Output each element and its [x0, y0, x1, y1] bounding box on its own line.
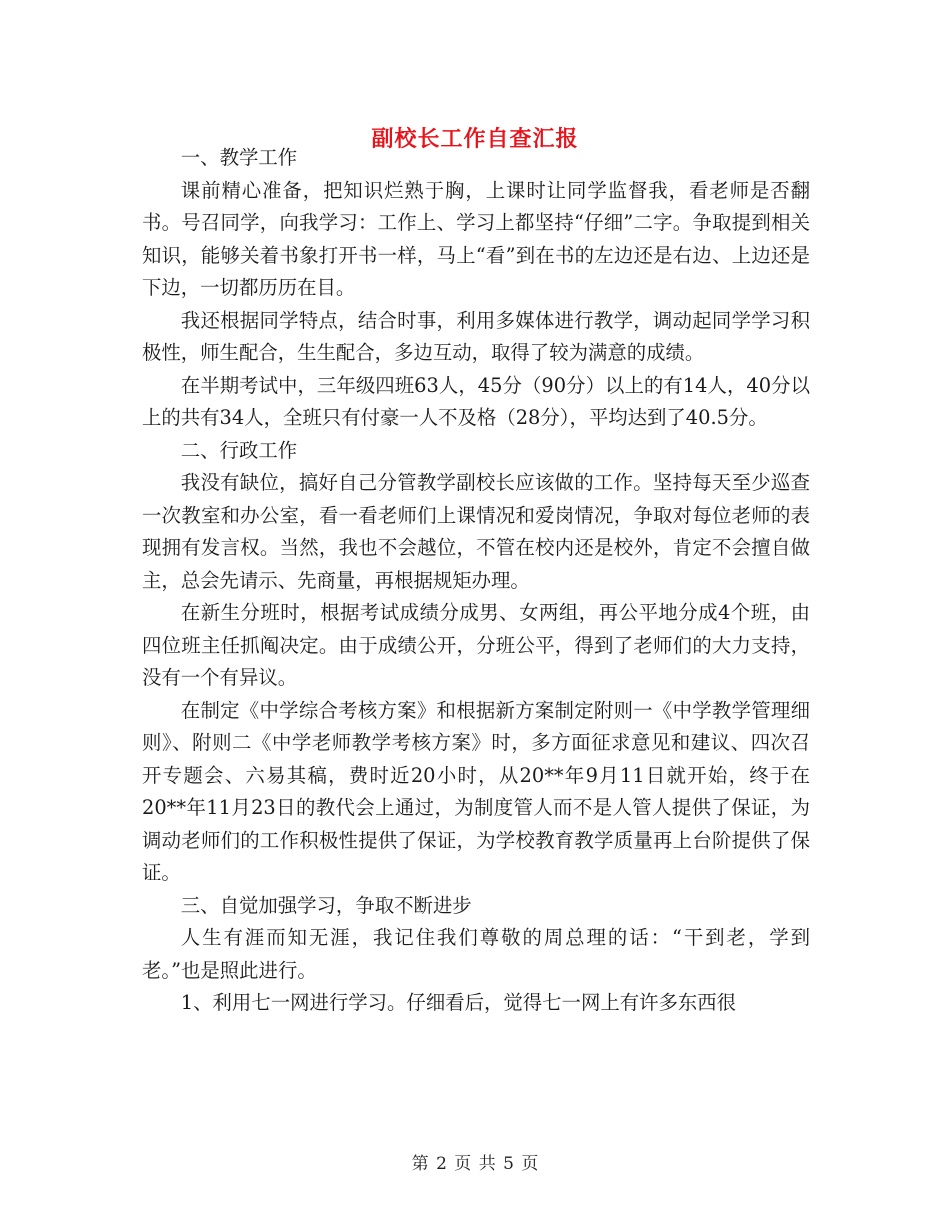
page-number-footer: 第 2 页 共 5 页	[411, 1154, 539, 1174]
paragraph: 在新生分班时，根据考试成绩分成男、女两组，再公平地分成4个班，由四位班主任抓阄决定。由于成绩公开，分班公平，得到了老师们的大力支持，没有一个有异议。	[142, 601, 810, 689]
section-heading-learning: 三、自觉加强学习，争取不断进步	[180, 893, 472, 917]
paragraph: 我没有缺位，搞好自己分管教学副校长应该做的工作。坚持每天至少巡查一次教室和办公室，看一看老师们上课情况和爱岗情况，争取对每位老师的表现拥有发言权。当然，我也不会越位，不管在校内还是校外，肯定不会擅自做主，总会先请示、先商量，再根据规矩办理。	[142, 471, 810, 592]
paragraph: 在制定《中学综合考核方案》和根据新方案制定附则一《中学教学管理细则》、附则二《中学老师教学考核方案》时，多方面征求意见和建议、四次召开专题会、六易其稿，费时近20小时，从20**年9月11日就开始，终于在20**年11月23日的教代会上通过，为制度管人而不是人管人提供了保证，为调动老师们的工作积极性提供了保证，为学校教育教学质量再上台阶提供了保证。	[142, 698, 810, 884]
paragraph: 1、利用七一网进行学习。仔细看后，觉得七一网上有许多东西很	[180, 991, 737, 1014]
section-heading-administration: 二、行政工作	[180, 438, 298, 462]
paragraph: 课前精心准备，把知识烂熟于胸，上课时让同学监督我，看老师是否翻书。号召同学，向我学习：工作上、学习上都坚持“仔细”二字。争取提到相关知识，能够关着书象打开书一样，马上“看”到在书的左边还是右边、上边还是下边，一切都历历在目。	[142, 178, 810, 299]
document-body	[142, 142, 810, 1020]
document-title: 副校长工作自查汇报	[371, 125, 579, 152]
paragraph: 在半期考试中，三年级四班63人，45分（90分）以上的有14人，40分以上的共有34人，全班只有付豪一人不及格（28分），平均达到了40.5分。	[142, 373, 810, 429]
section-heading-teaching: 一、教学工作	[180, 146, 298, 169]
paragraph: 人生有涯而知无涯，我记住我们尊敬的周总理的话：“干到老，学到老。”也是照此进行。	[142, 926, 810, 982]
paragraph: 我还根据同学特点，结合时事，利用多媒体进行教学，调动起同学学习积极性，师生配合，生生配合，多边互动，取得了较为满意的成绩。	[142, 308, 810, 364]
